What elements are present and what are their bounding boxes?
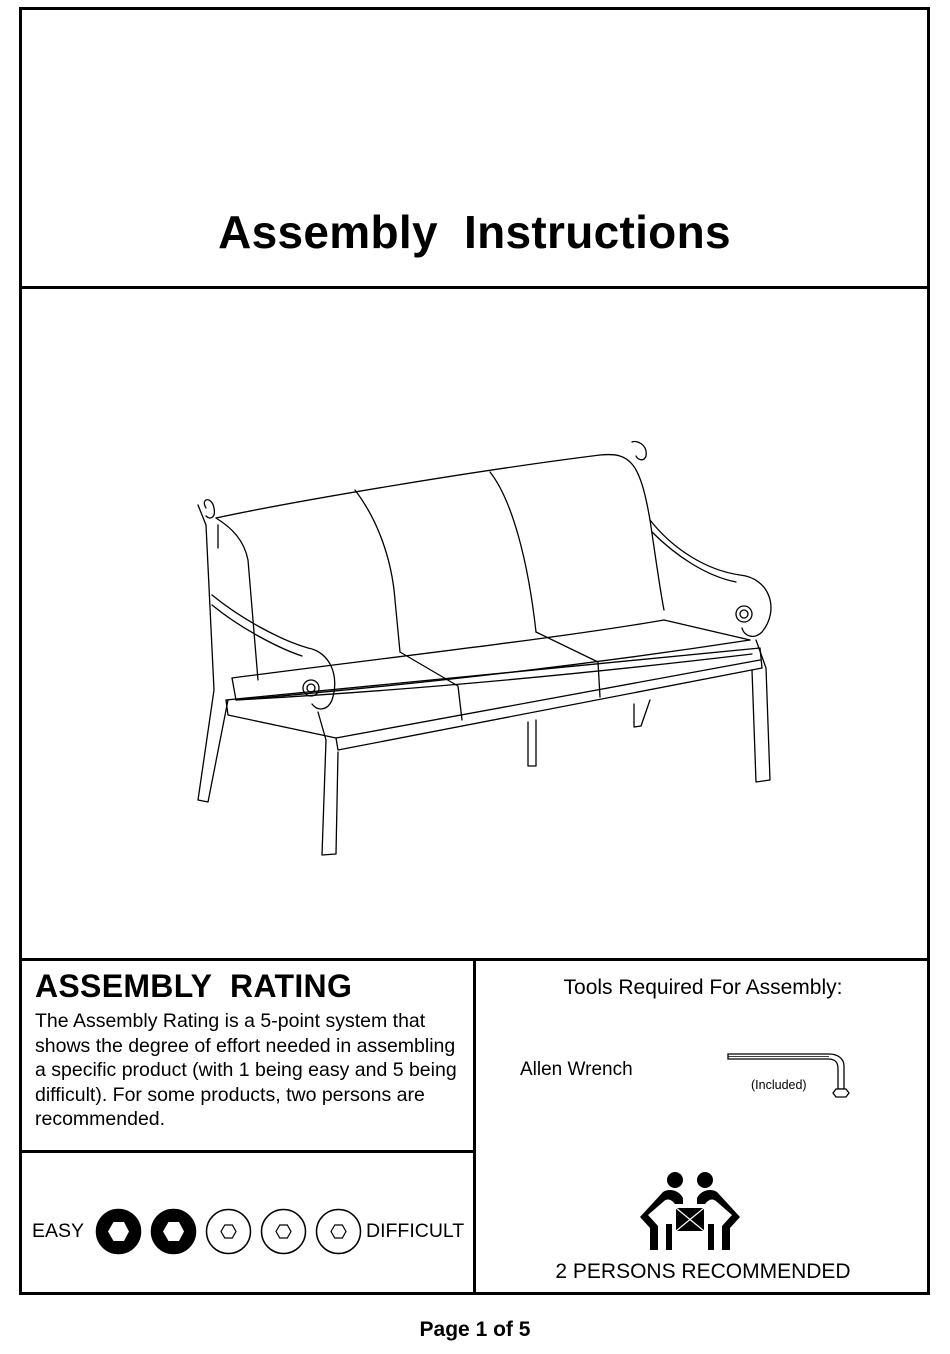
assembly-rating-heading: ASSEMBLY RATING <box>35 968 353 1004</box>
divider-vertical <box>473 958 476 1295</box>
page-number: Page 1 of 5 <box>419 1318 531 1341</box>
assembly-rating-description: The Assembly Rating is a 5-point system that shows the degree of effort needed in assembling a specific product (with 1 being easy and 5 being difficult). For some products, two persons are recommended. <box>35 1010 457 1130</box>
rating-dot-filled-icon <box>95 1208 142 1255</box>
scale-easy-label: EASY <box>32 1220 85 1242</box>
divider-title <box>19 286 930 289</box>
rating-dot-filled-icon <box>150 1208 197 1255</box>
two-persons-lifting-icon <box>638 1170 742 1254</box>
tools-heading: Tools Required For Assembly: <box>563 976 843 999</box>
rating-dots <box>95 1208 362 1255</box>
persons-recommended-label: 2 PERSONS RECOMMENDED <box>555 1260 851 1283</box>
rating-dot-empty-icon <box>315 1208 362 1255</box>
sofa-illustration <box>190 438 780 863</box>
scale-difficult-label: DIFFICULT <box>366 1220 465 1242</box>
divider-rating <box>19 1150 476 1153</box>
page-title: Assembly Instructions <box>218 206 731 258</box>
rating-dot-empty-icon <box>260 1208 307 1255</box>
rating-dot-empty-icon <box>205 1208 252 1255</box>
tool-note-included: (Included) <box>751 1078 807 1092</box>
tool-name-allen-wrench: Allen Wrench <box>520 1059 633 1080</box>
